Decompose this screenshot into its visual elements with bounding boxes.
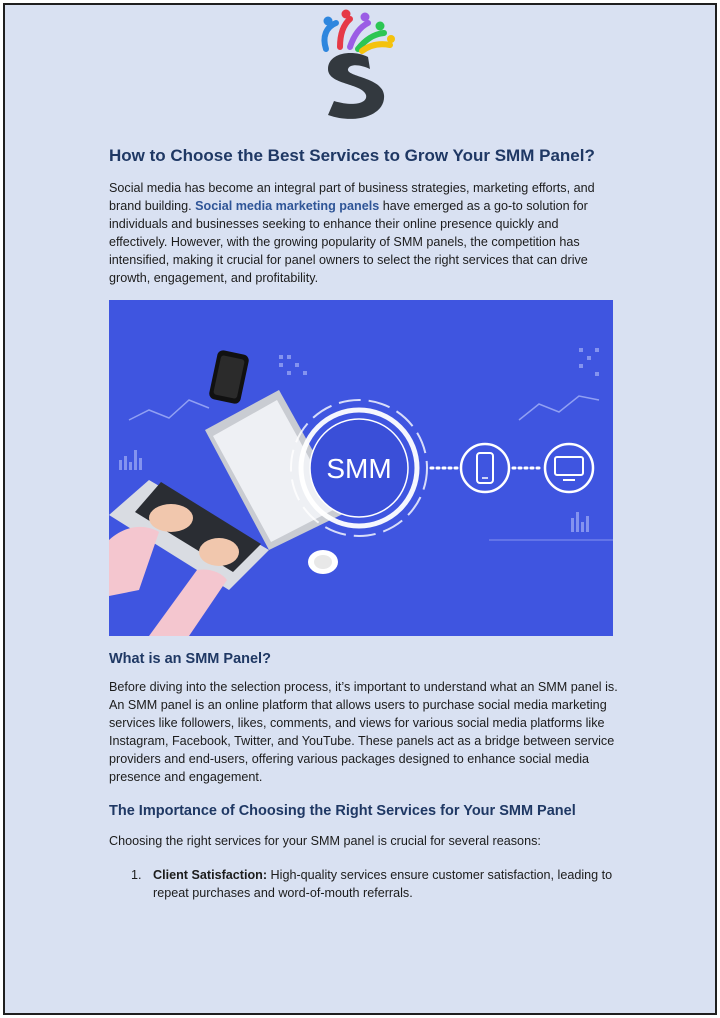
s-letter-mark [328,53,384,119]
what-is-paragraph: Before diving into the selection process, it’s important to understand what an SMM panel is. An SMM panel is an online platform that allows users to purchase social media marketing services like followers, likes, comments, and views for various social media platforms like Instagram, Facebook, Twitter, and YouTube. These panels act as a bridge between service providers and end-users, offering various packages designed to enhance social media presence and engagement. [109,680,618,784]
page-title: How to Choose the Best Services to Grow Your SMM Panel? [109,146,595,165]
document-page [3,3,717,1015]
section-heading-what-is: What is an SMM Panel? [109,651,271,667]
people-figures [324,10,396,52]
smm-panels-link[interactable]: Social media marketing panels [195,199,380,213]
coffee-cup [308,550,338,574]
list-term: Client Satisfaction: [153,868,268,882]
section-heading-importance: The Importance of Choosing the Right Services for Your SMM Panel [109,803,576,819]
list-item [109,866,619,902]
smm-label: SMM [326,453,392,484]
smm-hero-image [109,300,613,636]
reasons-list [109,866,619,902]
importance-intro: Choosing the right services for your SMM panel is crucial for several reasons: [109,834,541,848]
intro-text-before: Social media has become an integral part of business strategies, marketing efforts, and brand building. [109,181,595,213]
intro-paragraph [109,179,619,287]
list-text: High-quality services ensure customer satisfaction, leading to repeat purchases and word-of-mouth referrals. [153,868,613,900]
list-number: 1. [131,868,142,882]
intro-text-after: have emerged as a go-to solution for individuals and businesses seeking to enhance their online presence quickly and effectively. However, with the growing popularity of SMM panels, the competition has intensified, making it crucial for panel owners to select the right services that can drive growth, engagement, and profitability. [109,199,588,285]
brand-logo [310,7,396,127]
